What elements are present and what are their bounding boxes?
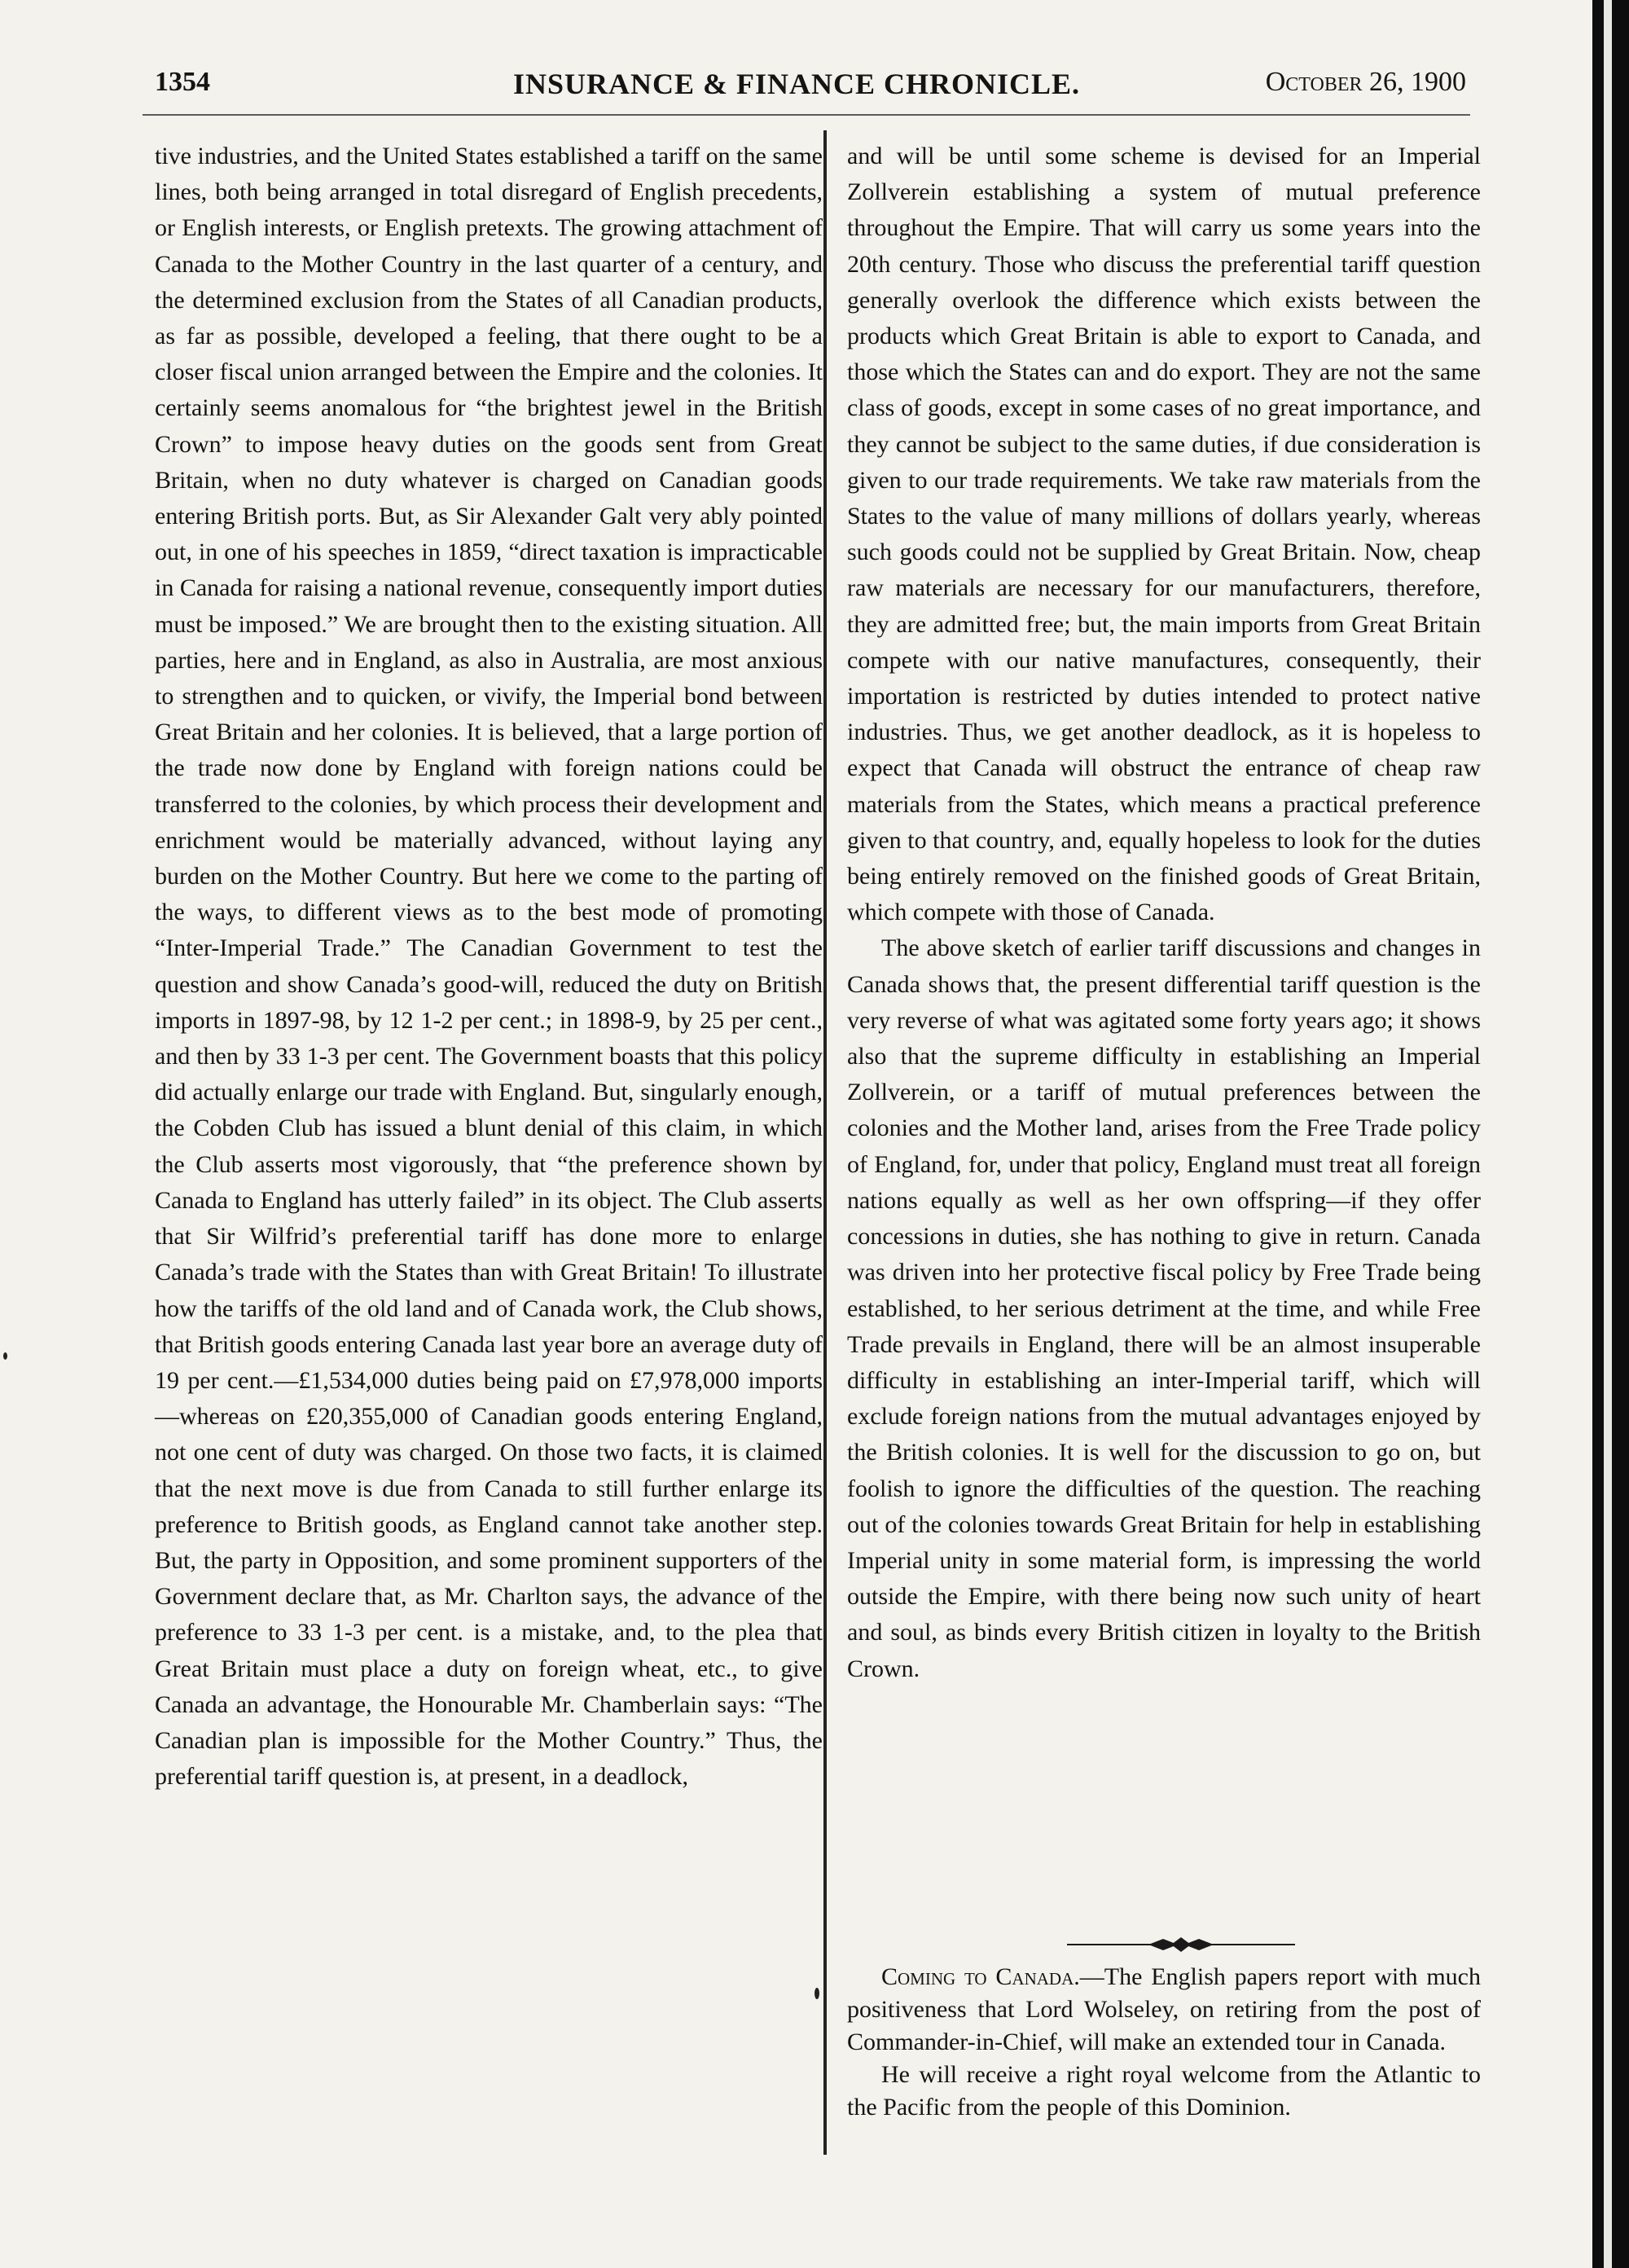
issue-date [1266,67,1466,98]
page-header [155,67,1466,116]
section-ornament [1067,1932,1295,1957]
scan-speck [3,1352,7,1360]
right-column-paragraph-2: The above sketch of earlier tariff discussions and changes in Canada shows that, the present differential tariff question is the very reverse of what was agitated some forty years ago; it shows also that the supreme difficulty in establishing an Imperial Zollverein, or a tariff of mutual preferences between the colonies and the Mother land, arises from the Free Trade policy of England, for, under that policy, England must treat all foreign nations equally as well as her own offspring—if they offer concessions in duties, she has nothing to give in return. Canada was driven into her protective fiscal policy by Free Trade being established, to her serious detriment at the time, and while Free Trade prevails in England, there will be an almost insuperable difficulty in establishing an inter-Imperial tariff, which will exclude foreign nations from the mutual advantages enjoyed by the British colonies. It is well for the discussion to go on, but foolish to ignore the difficulties of the question. The reaching out of the colonies towards Great Britain for help in establishing Imperial unity in some material form, is impressing the world outside the Empire, with there being now such unity of heart and soul, as binds every British citizen in loyalty to the British Crown. [847,934,1481,1682]
scan-speck [814,1988,819,1999]
publication-title: INSURANCE & FINANCE CHRONICLE. [513,68,1081,100]
news-item-heading: Coming to Canada. [881,1963,1080,1990]
scan-border [1592,0,1629,2268]
page-number: 1354 [155,67,210,97]
right-column-paragraph-1: and will be until some scheme is devised for an Imperial Zollverein establishing a system of mutual preference throughout the Empire. That will carry us some years into the 20th century. Those who discuss the preferential tariff question generally overlook the difference which exists between the products which Great Britain is able to export to Canada, and those which the States can and do export. They are not the same class of goods, except in some cases of no great importance, and they cannot be subject to the same duties, if due consideration is given to our trade requirements. We take raw materials from the States to the value of many millions of dollars yearly, whereas such goods could not be supplied by Great Britain. Now, cheap raw materials are necessary for our manufacturers, therefore, they are admitted free; but, the main imports from Great Britain compete with our native manufactures, consequently, their importation is restricted by duties intended to protect native industries. Thus, we get another deadlock, as it is hopeless to expect that Canada will obstruct the entrance of cheap raw materials from the States, which means a practical preference given to that country, and, equally hopeless to look for the duties being entirely removed on the finished goods of Great Britain, which compete with those of Canada. [847,143,1481,926]
issue-date-text: October 26, 1900 [1265,67,1466,97]
column-divider [823,130,827,2155]
news-item-paragraph-1 [847,1961,1481,2059]
news-item-text-1: —The English papers report with much positiveness that Lord Wolseley, on retiring from the post of Commander-in-Chief, will make an extended tour in Canada. [847,1963,1482,2055]
news-item [847,1961,1481,2124]
left-column-text: tive industries, and the United States established a tariff on the same lines, both being arranged in total disregard of English precedents, or English interests, or English pretexts. The growing attachment of Canada to the Mother Country in the last quarter of a century, and the determined exclusion from the States of all Canadian products, as far as possible, developed a feeling, that there ought to be a closer fiscal union arranged between the Empire and the colonies. It certainly seems anomalous for “the brightest jewel in the British Crown” to impose heavy duties on the goods sent from Great Britain, when no duty whatever is charged on Canadian goods entering British ports. But, as Sir Alexander Galt very ably pointed out, in one of his speeches in 1859, “direct taxation is impracticable in Canada for raising a national revenue, consequently import duties must be imposed.” We are brought then to the existing situation. All parties, here and in England, as also in Australia, are most anxious to strengthen and to quicken, or vivify, the Imperial bond between Great Britain and her colonies. It is believed, that a large portion of the trade now done by England with foreign nations could be transferred to the colonies, by which process their development and enrichment would be materially advanced, without laying any burden on the Mother Country. But here we come to the parting of the ways, to different views as to the best mode of promoting “Inter-Imperial Trade.” The Canadian Government to test the question and show Canada’s good-will, reduced the duty on British imports in 1897-98, by 12 1-2 per cent.; in 1898-9, by 25 per cent., and then by 33 1-3 per cent. The Government boasts that this policy did actually enlarge our trade with England. But, singularly enough, the Cobden Club has issued a blunt denial of this claim, in which the Club asserts most vigorously, that “the preference shown by Canada to England has utterly failed” in its object. The Club asserts that Sir Wilfrid’s preferential tariff has done more to enlarge Canada’s trade with the States than with Great Britain! To illustrate how the tariffs of the old land and of Canada work, the Club shows, that British goods entering Canada last year bore an average duty of 19 per cent.—£1,534,000 duties being paid on £7,978,000 imports—whereas on £20,355,000 of Canadian goods entering England, not one cent of duty was charged. On those two facts, it is claimed that the next move is due from Canada to still further enlarge its preference to British goods, as England cannot take another step. But, the party in Opposition, and some prominent supporters of the Government declare that, as Mr. Charlton says, the advance of the preference to 33 1-3 per cent. is a mistake, and, to the plea that Great Britain must place a duty on foreign wheat, etc., to give Canada an advantage, the Honourable Mr. Chamberlain says: “The Canadian plan is impossible for the Mother Country.” Thus, the preferential tariff question is, at present, in a deadlock, [155,143,823,1791]
scan-border-sliver [1604,0,1612,2268]
header-rule [143,114,1470,116]
right-column [847,138,1481,1687]
news-item-paragraph-2: He will receive a right royal welcome from the Atlantic to the Pacific from the people of this Dominion. [847,2061,1481,2121]
left-column [155,138,823,1795]
